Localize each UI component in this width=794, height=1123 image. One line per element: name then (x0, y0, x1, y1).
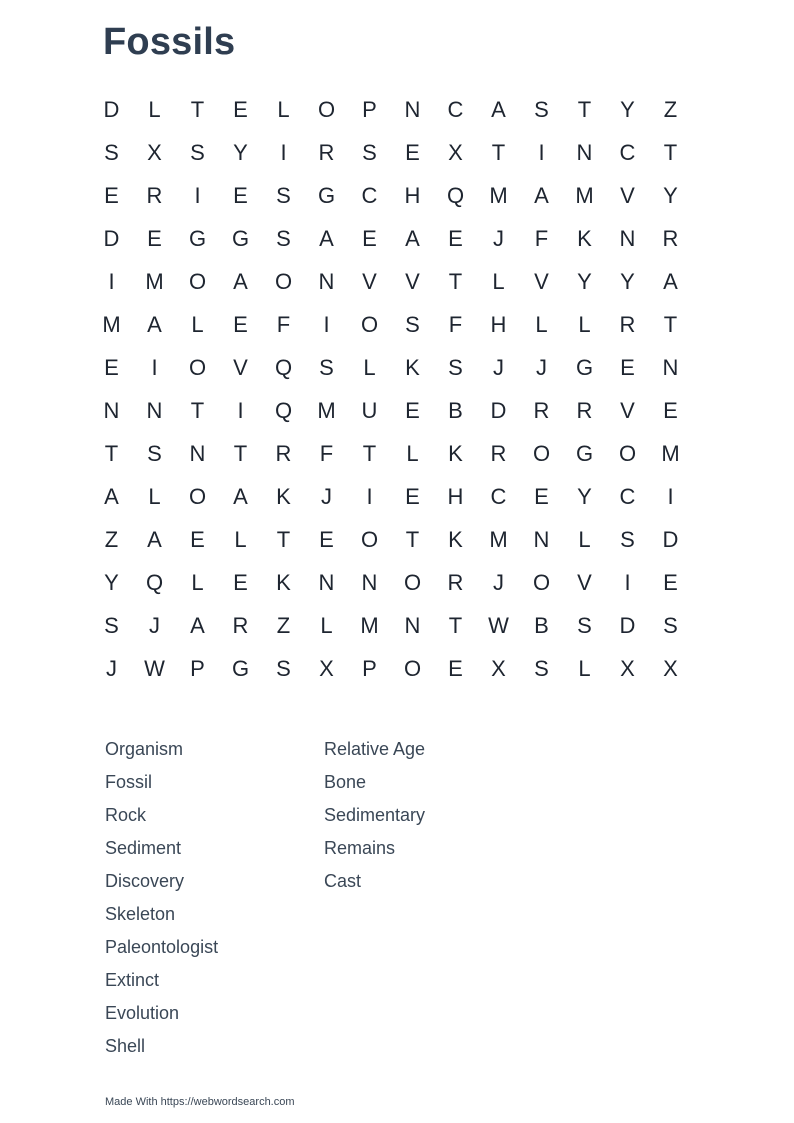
grid-letter: P (362, 655, 377, 681)
grid-letter: D (103, 96, 120, 122)
grid-letter: I (194, 182, 201, 208)
grid-letter: S (104, 139, 119, 165)
grid-letter: L (363, 354, 376, 380)
grid-letter: K (448, 526, 463, 552)
grid-letter: N (103, 397, 120, 423)
grid-letter: I (366, 483, 373, 509)
grid-letter: S (448, 354, 463, 380)
grid-letter: T (448, 268, 463, 294)
grid-letter: E (362, 225, 377, 251)
grid-letter: L (234, 526, 247, 552)
grid-letter: E (319, 526, 334, 552)
grid-letter: X (448, 139, 463, 165)
grid-letter: O (403, 655, 422, 681)
grid-letter: X (620, 655, 635, 681)
grid-letter: C (619, 483, 636, 509)
grid-letter: O (274, 268, 293, 294)
word-list-item: Sedimentary (324, 805, 426, 825)
grid-letter: O (360, 526, 379, 552)
grid-letter: K (577, 225, 592, 251)
grid-letter: V (362, 268, 377, 294)
grid-letter: N (619, 225, 636, 251)
grid-letter: T (233, 440, 248, 466)
grid-letter: S (534, 655, 549, 681)
grid-letter: S (663, 612, 678, 638)
grid-letter: A (147, 526, 162, 552)
grid-letter: G (575, 440, 594, 466)
grid-letter: E (405, 139, 420, 165)
grid-letter: I (667, 483, 674, 509)
grid-letter: I (237, 397, 244, 423)
grid-letter: R (318, 139, 335, 165)
grid-letter: E (663, 569, 678, 595)
grid-letter: M (489, 526, 508, 552)
grid-letter: V (233, 354, 248, 380)
grid-letter: H (490, 311, 507, 337)
grid-letter: I (280, 139, 287, 165)
grid-letter: K (276, 569, 291, 595)
grid-letter: E (190, 526, 205, 552)
grid-letter: I (108, 268, 115, 294)
grid-letter: J (493, 354, 504, 380)
grid-letter: D (662, 526, 679, 552)
grid-letter: N (146, 397, 163, 423)
grid-letter: S (276, 225, 291, 251)
grid-letter: G (231, 225, 250, 251)
grid-letter: Q (145, 569, 164, 595)
grid-letter: C (447, 96, 464, 122)
grid-letter: L (191, 311, 204, 337)
grid-letter: T (405, 526, 420, 552)
grid-letter: E (233, 569, 248, 595)
grid-letter: I (151, 354, 158, 380)
grid-letter: O (532, 569, 551, 595)
grid-letter: Y (620, 268, 635, 294)
grid-letter: O (188, 354, 207, 380)
grid-letter: R (447, 569, 464, 595)
grid-letter: T (190, 397, 205, 423)
grid-letter: S (104, 612, 119, 638)
grid-letter: V (620, 182, 635, 208)
grid-letter: O (618, 440, 637, 466)
grid-letter: T (577, 96, 592, 122)
grid-letter: E (104, 354, 119, 380)
grid-letter: D (103, 225, 120, 251)
word-list (105, 737, 543, 1067)
grid-letter: V (577, 569, 592, 595)
grid-letter: R (490, 440, 507, 466)
grid-letter: T (663, 139, 678, 165)
word-list-item: Skeleton (105, 904, 176, 924)
grid-letter: Y (233, 139, 248, 165)
grid-letter: Q (274, 354, 293, 380)
grid-letter: F (448, 311, 463, 337)
grid-letter: L (492, 268, 505, 294)
grid-letter: E (405, 397, 420, 423)
grid-letter: C (619, 139, 636, 165)
grid-letter: X (319, 655, 334, 681)
grid-letter: S (362, 139, 377, 165)
grid-letter: F (534, 225, 549, 251)
grid-letter: T (104, 440, 119, 466)
grid-letter: B (534, 612, 549, 638)
grid-letter: S (405, 311, 420, 337)
grid-letter: H (447, 483, 464, 509)
grid-letter: S (190, 139, 205, 165)
grid-letter: U (361, 397, 378, 423)
grid-letter: L (191, 569, 204, 595)
grid-letter: Q (274, 397, 293, 423)
grid-letter: S (147, 440, 162, 466)
grid-letter: F (276, 311, 291, 337)
grid-letter: F (319, 440, 334, 466)
grid-letter: N (576, 139, 593, 165)
word-list-item: Fossil (105, 772, 153, 792)
grid-letter: L (578, 655, 591, 681)
grid-letter: E (620, 354, 635, 380)
grid-letter: O (188, 483, 207, 509)
grid-letter: V (620, 397, 635, 423)
grid-letter: J (149, 612, 160, 638)
grid-letter: N (662, 354, 679, 380)
grid-letter: L (148, 96, 161, 122)
grid-letter: H (404, 182, 421, 208)
grid-letter: L (535, 311, 548, 337)
grid-letter: L (148, 483, 161, 509)
grid-letter: E (233, 182, 248, 208)
grid-letter: X (147, 139, 162, 165)
grid-letter: E (448, 655, 463, 681)
grid-letter: M (102, 311, 121, 337)
grid-letter: P (362, 96, 377, 122)
grid-letter: R (662, 225, 679, 251)
grid-letter: I (323, 311, 330, 337)
grid-letter: V (405, 268, 420, 294)
grid-letter: E (663, 397, 678, 423)
grid-letter: S (276, 182, 291, 208)
footer-credit: Made With https://webwordsearch.com (105, 1096, 295, 1108)
word-list-item: Rock (105, 805, 147, 825)
grid-letter: R (232, 612, 249, 638)
grid-letter: W (488, 612, 509, 638)
grid-letter: M (489, 182, 508, 208)
grid-letter: J (493, 569, 504, 595)
grid-letter: E (405, 483, 420, 509)
grid-letter: R (533, 397, 550, 423)
grid-letter: S (620, 526, 635, 552)
grid-letter: L (320, 612, 333, 638)
grid-letter: R (146, 182, 163, 208)
grid-letter: M (360, 612, 379, 638)
word-list-item: Bone (324, 772, 367, 792)
grid-letter: E (448, 225, 463, 251)
grid-letter: S (319, 354, 334, 380)
grid-letter: A (147, 311, 162, 337)
grid-letter: N (361, 569, 378, 595)
grid-letter: Y (620, 96, 635, 122)
grid-letter: M (317, 397, 336, 423)
grid-letter: N (404, 612, 421, 638)
grid-letter: O (317, 96, 336, 122)
word-list-item: Relative Age (324, 739, 426, 759)
grid-letter: A (233, 268, 248, 294)
grid-letter: A (663, 268, 678, 294)
grid-letter: L (578, 526, 591, 552)
grid-letter: N (189, 440, 206, 466)
grid-letter: A (233, 483, 248, 509)
grid-letter: X (663, 655, 678, 681)
grid-letter: M (661, 440, 680, 466)
grid-letter: E (104, 182, 119, 208)
grid-letter: W (144, 655, 165, 681)
grid-letter: K (405, 354, 420, 380)
grid-letter: M (145, 268, 164, 294)
grid-letter: G (317, 182, 336, 208)
grid-letter: Q (446, 182, 465, 208)
grid-letter: T (448, 612, 463, 638)
grid-letter: J (106, 655, 117, 681)
grid-letter: Z (276, 612, 291, 638)
grid-letter: E (534, 483, 549, 509)
grid-letter: O (360, 311, 379, 337)
grid-letter: G (188, 225, 207, 251)
word-list-item: Evolution (105, 1003, 180, 1023)
word-list-item: Cast (324, 871, 362, 891)
grid-letter: N (533, 526, 550, 552)
grid-letter: O (403, 569, 422, 595)
grid-letter: C (490, 483, 507, 509)
grid-letter: T (362, 440, 377, 466)
grid-letter: A (190, 612, 205, 638)
grid-letter: N (318, 569, 335, 595)
grid-letter: Y (104, 569, 119, 595)
page-title: Fossils (103, 21, 236, 63)
grid-letter: X (491, 655, 506, 681)
word-list-item: Shell (105, 1036, 146, 1056)
grid-letter: O (188, 268, 207, 294)
grid-letter: R (619, 311, 636, 337)
grid-letter: S (534, 96, 549, 122)
grid-letter: E (147, 225, 162, 251)
grid-letter: D (490, 397, 507, 423)
grid-letter: Z (663, 96, 678, 122)
grid-letter: J (493, 225, 504, 251)
grid-letter: E (233, 96, 248, 122)
grid-letter: T (190, 96, 205, 122)
grid-letter: C (361, 182, 378, 208)
grid-letter: Z (104, 526, 119, 552)
grid-letter: L (406, 440, 419, 466)
grid-letter: E (233, 311, 248, 337)
grid-letter: R (576, 397, 593, 423)
grid-letter: Y (577, 483, 592, 509)
grid-letter: I (624, 569, 631, 595)
grid-letter: G (575, 354, 594, 380)
grid-letter: T (276, 526, 291, 552)
grid-letter: A (491, 96, 506, 122)
grid-letter: S (276, 655, 291, 681)
grid-letter: A (534, 182, 549, 208)
grid-letter: K (276, 483, 291, 509)
grid-letter: Y (663, 182, 678, 208)
grid-letter: A (104, 483, 119, 509)
grid-letter: V (534, 268, 549, 294)
word-list-item: Remains (324, 838, 396, 858)
grid-letter: G (231, 655, 250, 681)
grid-letter: N (318, 268, 335, 294)
grid-letter: Y (577, 268, 592, 294)
word-list-item: Discovery (105, 871, 185, 891)
grid-letter: R (275, 440, 292, 466)
grid-letter: S (577, 612, 592, 638)
grid-letter: L (578, 311, 591, 337)
grid-letter: D (619, 612, 636, 638)
grid-letter: N (404, 96, 421, 122)
grid-letter: I (538, 139, 545, 165)
grid-letter: A (319, 225, 334, 251)
grid-letter: M (575, 182, 594, 208)
grid-letter: T (663, 311, 678, 337)
grid-letter: P (190, 655, 205, 681)
word-list-item: Organism (105, 739, 184, 759)
grid-letter: J (321, 483, 332, 509)
grid-letter: O (532, 440, 551, 466)
word-search-grid (90, 88, 692, 690)
grid-letter: K (448, 440, 463, 466)
word-list-item: Sediment (105, 838, 182, 858)
word-list-item: Paleontologist (105, 937, 219, 957)
grid-letter: B (448, 397, 463, 423)
word-list-item: Extinct (105, 970, 160, 990)
grid-letter: A (405, 225, 420, 251)
grid-letter: J (536, 354, 547, 380)
grid-letter: T (491, 139, 506, 165)
grid-letter: L (277, 96, 290, 122)
